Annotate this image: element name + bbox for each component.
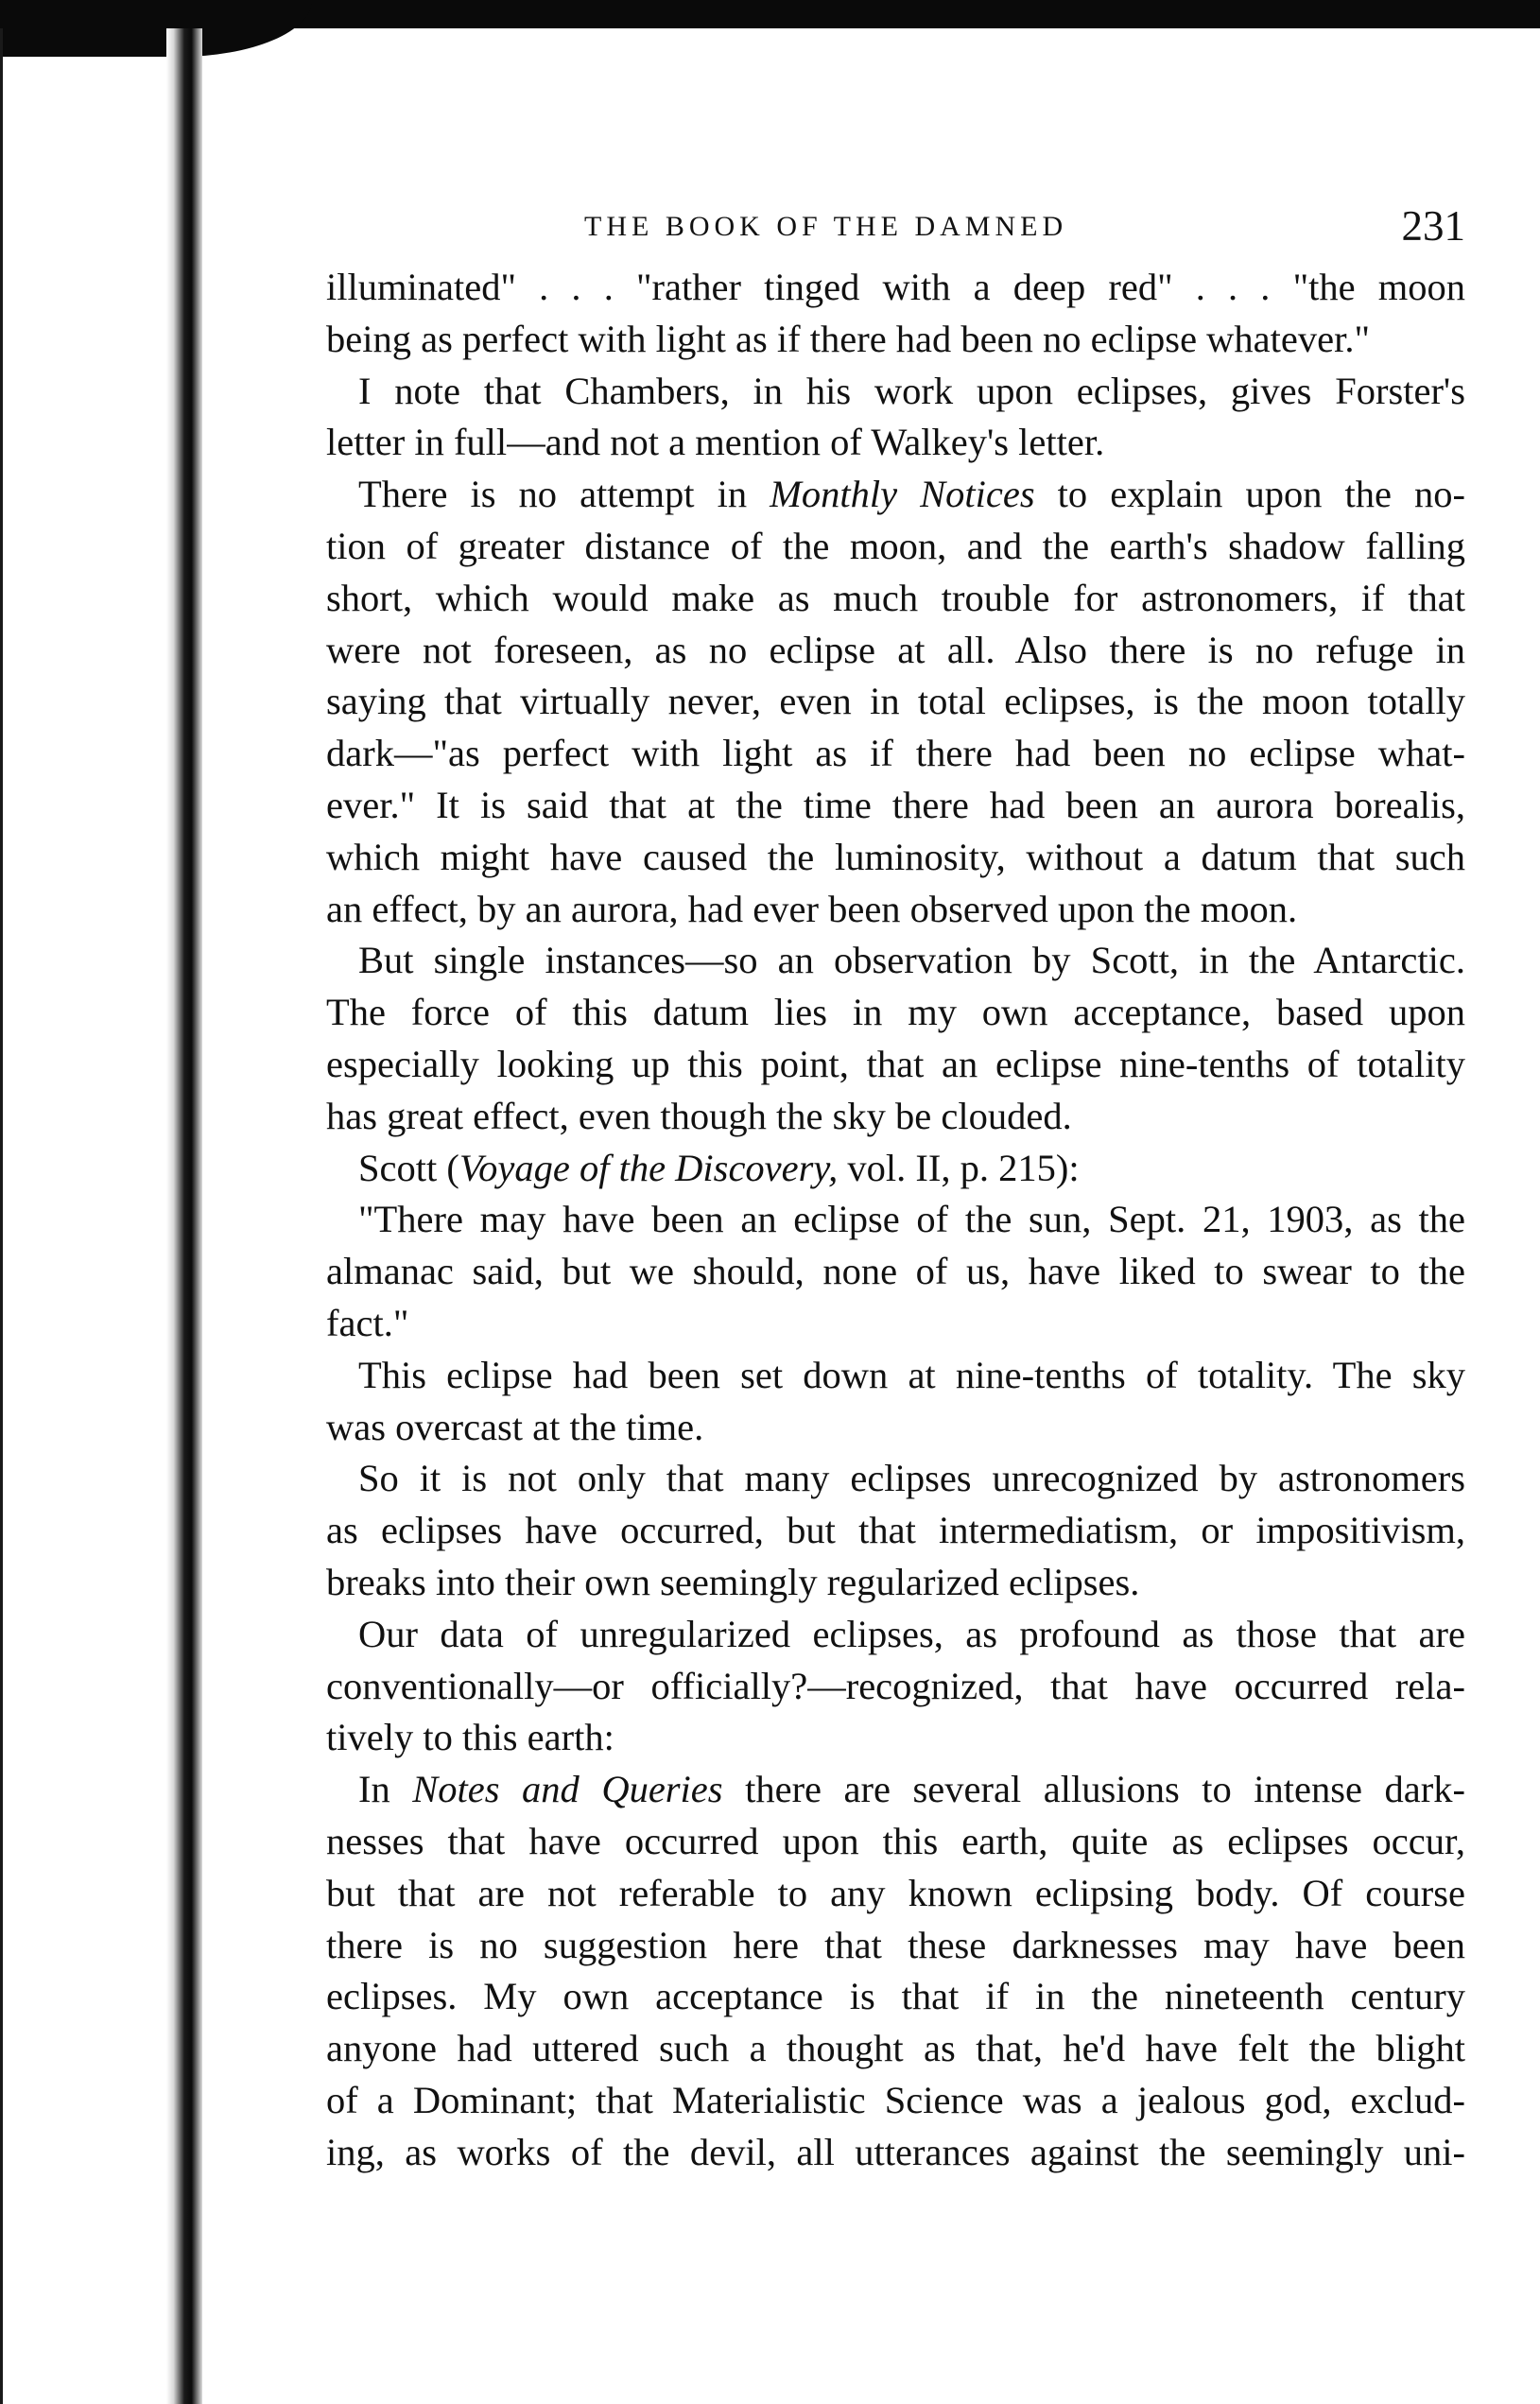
book-page — [326, 203, 1465, 2178]
text-line — [326, 469, 1465, 521]
italic-title: Notes and Queries — [412, 1768, 723, 1811]
text-run: But single instances—so an observation by Scott, in the Antarctic. — [358, 939, 1465, 982]
text-line — [326, 1194, 1465, 1246]
text-run: there is no suggestion here that these darknesses may have been — [326, 1923, 1465, 1966]
text-run: The force of this datum lies in my own acceptance, based upon — [326, 991, 1465, 1034]
text-run: which might have caused the luminosity, without a datum that such — [326, 835, 1465, 878]
text-run: ing, as works of the devil, all utterances against the seemingly uni- — [326, 2130, 1465, 2173]
text-line — [326, 987, 1465, 1039]
text-line — [326, 314, 1465, 366]
text-line — [326, 1091, 1465, 1143]
text-line — [326, 1609, 1465, 1661]
running-head — [326, 203, 1465, 262]
text-run: breaks into their own seemingly regularized eclipses. — [326, 1560, 1140, 1603]
text-run: I note that Chambers, in his work upon eclipses, gives Forster's — [358, 369, 1465, 412]
text-run: but that are not referable to any known eclipsing body. Of course — [326, 1871, 1465, 1914]
text-run: saying that virtually never, even in total eclipses, is the moon totally — [326, 680, 1465, 723]
text-line — [326, 1453, 1465, 1505]
text-line — [326, 1505, 1465, 1557]
text-line — [326, 1816, 1465, 1868]
text-run: tively to this earth: — [326, 1716, 614, 1759]
text-line — [326, 1661, 1465, 1713]
text-line — [326, 1712, 1465, 1764]
text-run: as eclipses have occurred, but that intermediatism, or impositivism, — [326, 1509, 1465, 1552]
text-run: has great effect, even though the sky be clouded. — [326, 1094, 1072, 1137]
text-line — [326, 1557, 1465, 1609]
text-run: almanac said, but we should, none of us, have liked to swear to the — [326, 1250, 1465, 1293]
text-run: of a Dominant; that Materialistic Science was a jealous god, exclud- — [326, 2078, 1465, 2121]
text-run: There is no attempt in — [358, 473, 770, 516]
text-line — [326, 884, 1465, 936]
text-run: dark—"as perfect with light as if there had been no eclipse what- — [326, 732, 1465, 775]
text-run: "There may have been an eclipse of the sun, Sept. 21, 1903, as the — [358, 1198, 1465, 1241]
text-line — [326, 1350, 1465, 1402]
text-line — [326, 366, 1465, 418]
page-body — [326, 262, 1465, 2178]
text-run: This eclipse had been set down at nine-tenths of totality. The sky — [358, 1353, 1465, 1396]
text-run: short, which would make as much trouble for astronomers, if that — [326, 576, 1465, 619]
text-line — [326, 780, 1465, 832]
text-run: conventionally—or officially?—recognized, that have occurred rela- — [326, 1664, 1465, 1707]
text-run: anyone had uttered such a thought as that, he'd have felt the blight — [326, 2027, 1465, 2070]
text-run: vol. II, p. 215): — [838, 1146, 1080, 1189]
running-title: THE BOOK OF THE DAMNED — [584, 211, 1068, 242]
text-run: illuminated" . . . "rather tinged with a deep red" . . . "the moon — [326, 266, 1465, 308]
page-number: 231 — [1401, 202, 1465, 250]
text-line — [326, 2075, 1465, 2127]
text-line — [326, 1246, 1465, 1298]
text-line — [326, 262, 1465, 314]
text-run: to explain upon the no- — [1034, 473, 1465, 516]
text-line — [326, 625, 1465, 677]
text-run: nesses that have occurred upon this earth, quite as eclipses occur, — [326, 1819, 1465, 1862]
page-top-fold — [0, 0, 312, 57]
text-line — [326, 1971, 1465, 2023]
text-line — [326, 1920, 1465, 1972]
left-page-edge — [0, 28, 3, 2404]
text-run: letter in full—and not a mention of Walkey's letter. — [326, 421, 1105, 464]
text-run: being as perfect with light as if there had been no eclipse whatever." — [326, 317, 1371, 360]
text-run: was overcast at the time. — [326, 1405, 704, 1448]
text-run: fact." — [326, 1301, 409, 1344]
text-line — [326, 573, 1465, 625]
text-run: In — [358, 1768, 413, 1811]
text-line — [326, 1039, 1465, 1091]
text-line — [326, 417, 1465, 469]
text-line — [326, 728, 1465, 780]
text-run: Our data of unregularized eclipses, as profound as those that are — [358, 1612, 1465, 1655]
text-line — [326, 676, 1465, 728]
text-run: tion of greater distance of the moon, and the earth's shadow falling — [326, 524, 1465, 567]
book-gutter — [166, 28, 202, 2404]
text-run: ever." It is said that at the time there had been an aurora borealis, — [326, 783, 1465, 826]
text-run: there are several allusions to intense dark- — [722, 1768, 1465, 1811]
italic-title: Voyage of the Discovery, — [459, 1146, 839, 1189]
text-line — [326, 1298, 1465, 1350]
text-run: Scott ( — [358, 1146, 459, 1189]
text-line — [326, 935, 1465, 987]
text-line — [326, 1764, 1465, 1816]
italic-title: Monthly Notices — [770, 473, 1035, 516]
text-line — [326, 521, 1465, 573]
text-line — [326, 2023, 1465, 2075]
text-line — [326, 2127, 1465, 2179]
text-run: especially looking up this point, that an eclipse nine-tenths of totality — [326, 1042, 1465, 1085]
text-line — [326, 832, 1465, 884]
text-run: an effect, by an aurora, had ever been observed upon the moon. — [326, 887, 1298, 930]
text-line — [326, 1143, 1465, 1195]
text-run: So it is not only that many eclipses unrecognized by astronomers — [358, 1457, 1465, 1500]
text-line — [326, 1868, 1465, 1920]
text-run: were not foreseen, as no eclipse at all. Also there is no refuge in — [326, 628, 1465, 671]
text-run: eclipses. My own acceptance is that if in the nineteenth century — [326, 1975, 1465, 2018]
text-line — [326, 1402, 1465, 1454]
